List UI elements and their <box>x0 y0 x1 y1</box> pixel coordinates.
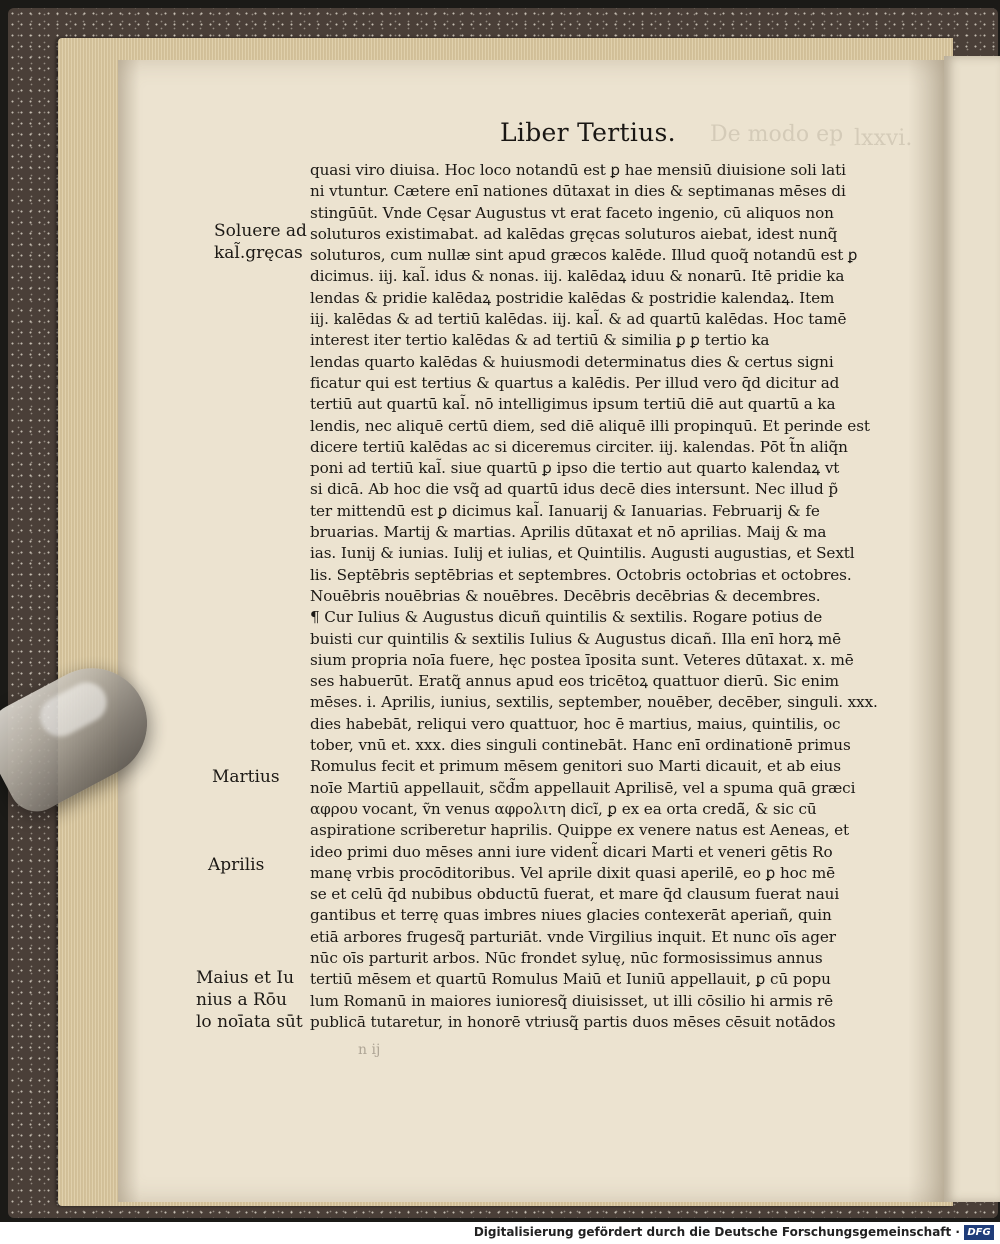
text-line: interest iter tertio kalēdas & ad tertiū & similia ꝑ ꝑ tertio ka <box>310 331 770 350</box>
text-line: quasi viro diuisa. Hoc loco notandū est ꝑ hae mensiū diuisione soli lati <box>310 161 846 179</box>
text-line: tertiū mēsem et quartū Romulus Maiū et Iuniū appellauit, ꝑ cū popu <box>310 970 831 989</box>
dfg-logo: DFG <box>964 1225 994 1240</box>
text-line: tober, vnū et. xxx. dies singuli continebāt. Hanc enī ordinationē primus <box>310 736 851 755</box>
text-line: lendas & pridie kalēdaꝝ postridie kalēdas & postridie kalendaꝝ. Item <box>310 288 835 307</box>
text-line: αφρου vocant, ṽn venus αφρολιτη dicĩ, ꝑ ex ea orta credā̃, & sic cū <box>310 799 817 818</box>
text-line: ter mittendū est ꝑ dicimus kal̃. Ianuarij & Ianuarias. Februarij & fe <box>310 501 820 520</box>
text-line: poni ad tertiū kal̃. siue quartū ꝑ ipso die tertio aut quarto kalendaꝝ vt <box>310 459 840 478</box>
running-header: Liber Tertius. <box>500 118 676 147</box>
text-line: dicere tertiū kalēdas ac si diceremus circiter. iij. kalendas. Pōt t̃n aliq̃n <box>310 437 848 456</box>
text-line: ideo primi duo mēses anni iure vident̃ dicari Marti et veneri gētis Ro <box>310 842 833 861</box>
facing-page <box>944 56 1000 1202</box>
text-line: se et celū q̄d nubibus obductū fuerat, et mare q̄d clausum fuerat naui <box>310 885 840 904</box>
text-line: soluturos existimabat. ad kalēdas gręcas soluturos aiebat, idest nunq̃ <box>310 224 838 243</box>
margin-note: lo noīata sūt <box>196 1012 303 1032</box>
margin-note: kal̃.gręcas <box>214 243 303 263</box>
text-line: ficatur qui est tertius & quartus a kalēdis. Per illud vero q̄d dicitur ad <box>310 373 840 392</box>
text-line: ias. Iunij & iunias. Iulij et iulias, et Quintilis. Augusti augustias, et Sextl <box>310 544 855 563</box>
show-through-text: De modo ep <box>710 122 844 147</box>
signature-mark: n ij <box>358 1042 381 1058</box>
text-line: noīe Martiū appellauit, sc̃d̃m appellauit Aprilisē, vel a spuma quā græci <box>310 778 856 797</box>
text-line: lum Romanū in maiores iunioresq̃ diuisisset, ut illi cōsilio hi armis rē <box>310 991 834 1010</box>
funding-credit: Digitalisierung gefördert durch die Deutsche Forschungsgemeinschaft · <box>473 1225 960 1239</box>
text-line: nūc oīs parturit arbos. Nūc frondet syluę, nūc formosissimus annus <box>310 948 823 967</box>
text-line: etiā arbores frugesq̃ parturiāt. vnde Virgilius inquit. Et nunc oīs ager <box>310 927 836 946</box>
text-line: lis. Septēbris septēbrias et septembres. Octobris octobrias et octobres. <box>310 565 852 584</box>
text-line: ¶ Cur Iulius & Augustus dicuñ quintilis & sextilis. Rogare potius de <box>310 608 823 627</box>
text-line: bruarias. Martij & martias. Aprilis dūtaxat et nō aprilias. Maij & ma <box>310 523 827 542</box>
text-line: lendas quarto kalēdas & huiusmodi determinatus dies & certus signi <box>310 352 834 371</box>
text-line: dies habebāt, reliqui vero quattuor, hoc ē martius, maius, quintilis, oc <box>310 714 841 733</box>
text-line: soluturos, cum nullæ sint apud græcos kalēde. Illud quoq̃ notandū est ꝑ <box>310 246 858 265</box>
text-line: ni vtuntur. Cætere enī nationes dūtaxat in dies & septimanas mēses di <box>310 182 846 201</box>
text-line: ses habuerūt. Eratq̃ annus apud eos tricētoꝝ quattuor dierū. Sic enim <box>310 672 839 691</box>
text-line: dicimus. iij. kal̃. idus & nonas. iij. kalēdaꝝ iduu & nonarū. Itē pridie ka <box>310 267 845 286</box>
text-line: sium propria noīa fuere, hęc postea īposita sunt. Veteres dūtaxat. x. mē <box>310 650 854 669</box>
text-line: Romulus fecit et primum mēsem genitori suo Marti dicauit, et ab eius <box>310 757 841 776</box>
show-through-folio: lxxvi. <box>854 126 913 151</box>
body-text <box>310 160 890 1033</box>
margin-note: Soluere ad <box>214 221 307 241</box>
text-line: buisti cur quintilis & sextilis Iulius & Augustus dicañ. Illa enī horꝝ mē <box>310 629 842 648</box>
footer-bar <box>0 1222 1000 1244</box>
margin-note: Aprilis <box>208 855 265 875</box>
margin-note: Martius <box>212 767 280 787</box>
text-line: stingūūt. Vnde Cęsar Augustus vt erat faceto ingenio, cū aliquos non <box>310 203 834 222</box>
text-line: mēses. i. Aprilis, iunius, sextilis, september, nouēber, decēber, singuli. xxx. <box>310 693 878 712</box>
text-line: aspiratione scriberetur haprilis. Quippe ex venere natus est Aeneas, et <box>310 821 850 840</box>
text-line: iij. kalēdas & ad tertiū kalēdas. iij. kal̃. & ad quartū kalēdas. Hoc tamē <box>310 310 847 329</box>
margin-note: Maius et Iu <box>196 968 295 988</box>
text-line: tertiū aut quartū kal̃. nō intelligimus ipsum tertiū diē aut quartū a ka <box>310 395 836 414</box>
text-line: Nouēbris nouēbrias & nouēbres. Decēbris decēbrias & decembres. <box>310 586 821 605</box>
text-line: gantibus et terrę quas imbres niues glacies contexerāt aperiañ, quin <box>310 906 832 925</box>
text-line: si dicā. Ab hoc die vsq̃ ad quartū idus decē dies intersunt. Nec illud p̃ <box>310 480 838 499</box>
margin-note: nius a Rōu <box>196 990 287 1010</box>
text-line: lendis, nec aliquē certū diem, sed diē aliquē illi propinquū. Et perinde est <box>310 416 870 435</box>
text-line: publicā tutaretur, in honorē vtriusq̃ partis duos mēses cēsuit notādos <box>310 1012 836 1031</box>
text-line: manę vrbis procōditoribus. Vel aprile dixit quasi aperilē, eo ꝑ hoc mē <box>310 863 836 882</box>
